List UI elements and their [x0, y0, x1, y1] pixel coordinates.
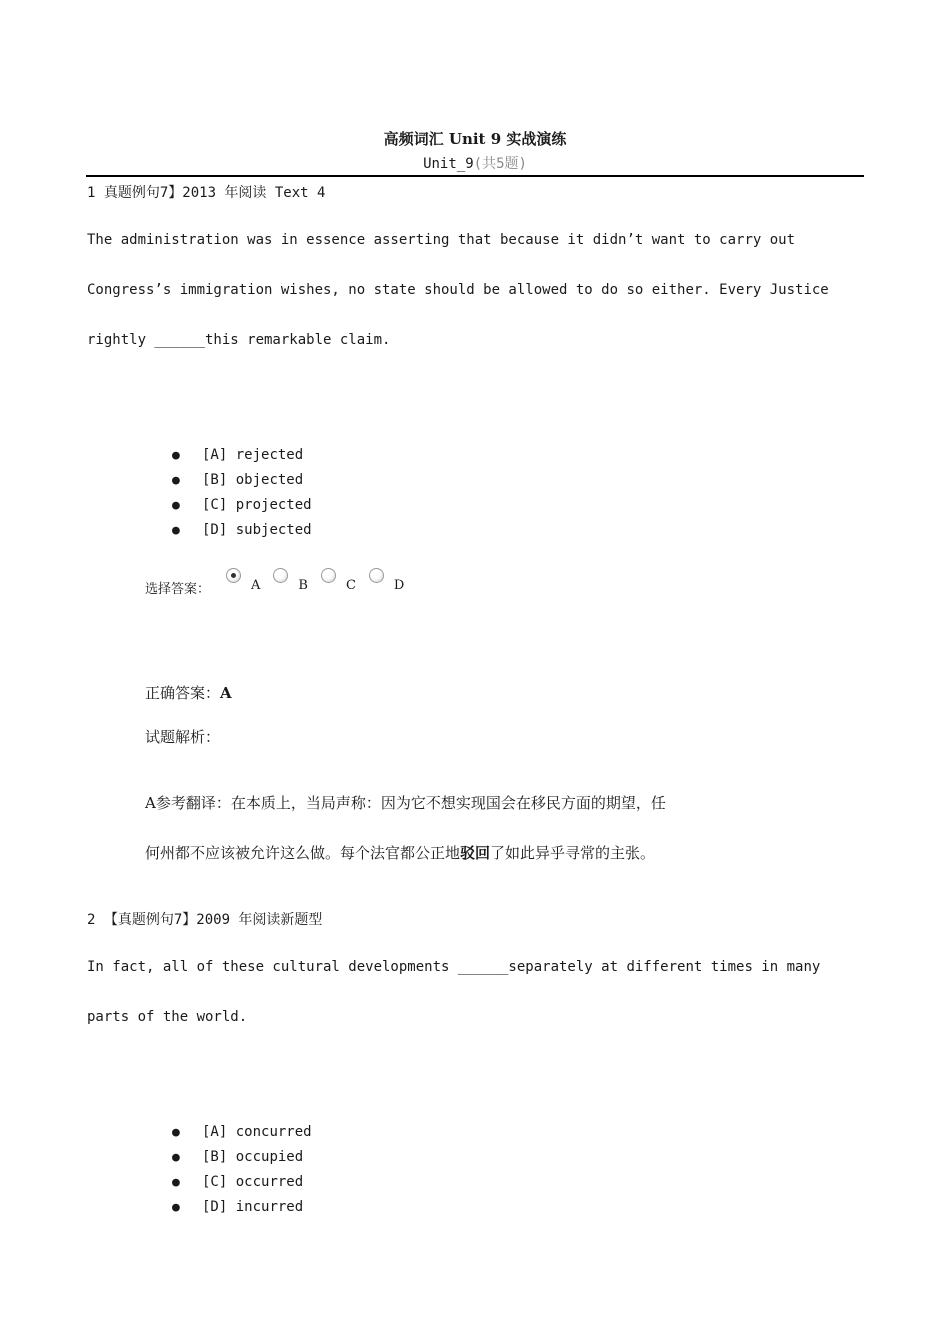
correct-answer: 正确答案：A: [145, 684, 232, 702]
radio-c-label: C: [345, 578, 356, 593]
q2-option-b: ● [B] occupied: [172, 1149, 304, 1165]
q2-option-c: ● [C] occurred: [172, 1174, 304, 1190]
question-1-heading: 1 真题例句7】2013 年阅读 Text 4: [87, 185, 326, 201]
explanation-line-2: 何州都不应该被允许这么做。每个法官都公正地驳回了如此异乎寻常的主张。: [145, 844, 656, 862]
question-2-line-2: parts of the world.: [87, 1009, 248, 1025]
q1-option-b: ● [B] objected: [172, 472, 304, 488]
q2-option-a: ● [A] concurred: [172, 1124, 312, 1140]
choose-answer-label: 选择答案：: [145, 582, 211, 597]
radio-b[interactable]: [273, 568, 288, 583]
answer-selector: [145, 568, 417, 597]
page-title: 高频词汇 Unit 9 实战演练: [383, 130, 567, 148]
title-divider: [86, 175, 864, 177]
unit-name: Unit_9: [423, 156, 474, 172]
radio-a-label: A: [251, 578, 261, 593]
unit-subtitle: [0, 153, 950, 173]
correct-answer-value: A: [220, 684, 232, 702]
question-1-line-2: Congress’s immigration wishes, no state should be allowed to do so either. Every Justice: [87, 282, 829, 298]
question-1-line-1: The administration was in essence asserting that because it didn’t want to carry out: [87, 232, 796, 248]
highlight-word: 驳回: [460, 844, 491, 862]
q2-option-d: ● [D] incurred: [172, 1199, 304, 1215]
q1-option-a: ● [A] rejected: [172, 447, 304, 463]
question-count: (共5题): [473, 156, 527, 172]
analysis-label: 试题解析：: [145, 728, 221, 746]
radio-d-label: D: [393, 578, 405, 593]
question-2-heading: 2 【真题例句7】2009 年阅读新题型: [87, 912, 323, 928]
q1-option-d: ● [D] subjected: [172, 522, 312, 538]
question-2-line-1: In fact, all of these cultural developments ______separately at different times in many: [87, 959, 821, 975]
radio-b-label: B: [298, 578, 308, 593]
radio-d[interactable]: [369, 568, 384, 583]
radio-c[interactable]: [321, 568, 336, 583]
radio-a[interactable]: [226, 568, 241, 583]
explanation-line-1: A参考翻译：在本质上，当局声称：因为它不想实现国会在移民方面的期望，任: [145, 794, 666, 812]
question-1-line-3: rightly ______this remarkable claim.: [87, 332, 391, 348]
q1-option-c: ● [C] projected: [172, 497, 312, 513]
